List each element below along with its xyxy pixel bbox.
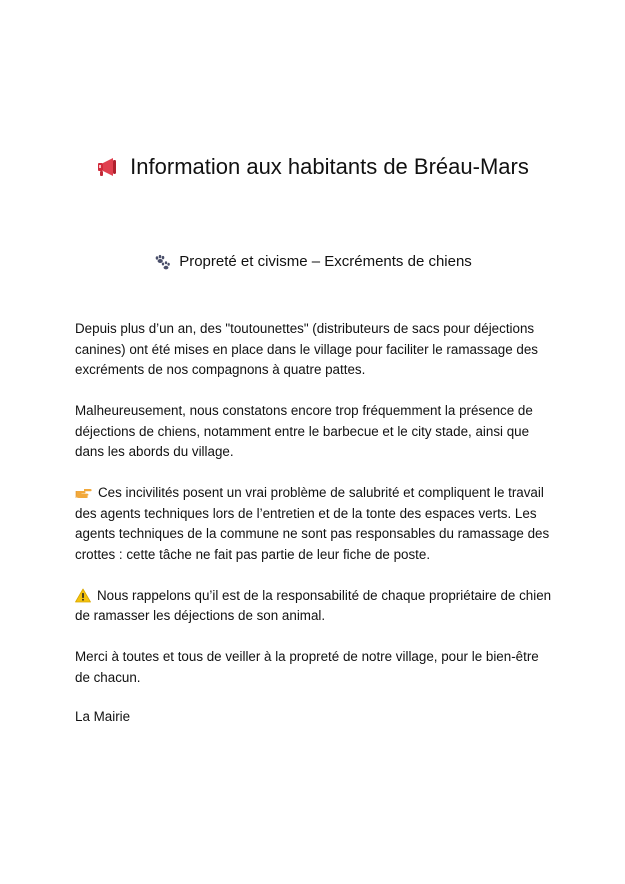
subtitle-text: Propreté et civisme – Excréments de chiens xyxy=(179,253,472,270)
paragraph-text: Nous rappelons qu’il est de la responsabilité de chaque propriétaire de chien de ramasser les déjections de son animal. xyxy=(75,587,552,623)
paragraph-observation xyxy=(75,401,555,463)
paragraph-text: Malheureusement, nous constatons encore trop fréquemment la présence de déjections de chiens, notamment entre le barbecue et le city stade, ainsi que dans les abords du village. xyxy=(75,403,533,459)
paragraph-thanks xyxy=(75,647,555,688)
document-body xyxy=(75,319,555,709)
paragraph-problem xyxy=(75,483,555,565)
paragraph-intro xyxy=(75,319,555,381)
paragraph-text: Ces incivilités posent un vrai problème de salubrité et compliquent le travail des agents techniques lors de l’entretien et de la tonte des espaces verts. Les agents techniques de la commune ne sont pas responsables du ramassage des crottes : cette tâche ne fait pas partie de leur fiche de poste. xyxy=(75,485,550,562)
signature: La Mairie xyxy=(75,709,131,724)
pointing-hand-icon xyxy=(75,485,92,500)
paragraph-text: Merci à toutes et tous de veiller à la propreté de notre village, pour le bien-être de chacun. xyxy=(75,649,539,685)
document-title xyxy=(0,152,625,182)
warning-icon xyxy=(75,588,91,603)
document-subtitle xyxy=(0,251,625,273)
paragraph-text: Depuis plus d’un an, des "toutounettes" (distributeurs de sacs pour déjections canines) ont été mises en place dans le village pour faciliter le ramassage des excréments de nos compagnons à quatre pattes. xyxy=(75,321,538,377)
megaphone-icon xyxy=(96,156,120,178)
page-title: Information aux habitants de Bréau-Mars xyxy=(130,154,529,179)
paragraph-reminder xyxy=(75,586,555,627)
paw-prints-icon xyxy=(153,254,171,270)
